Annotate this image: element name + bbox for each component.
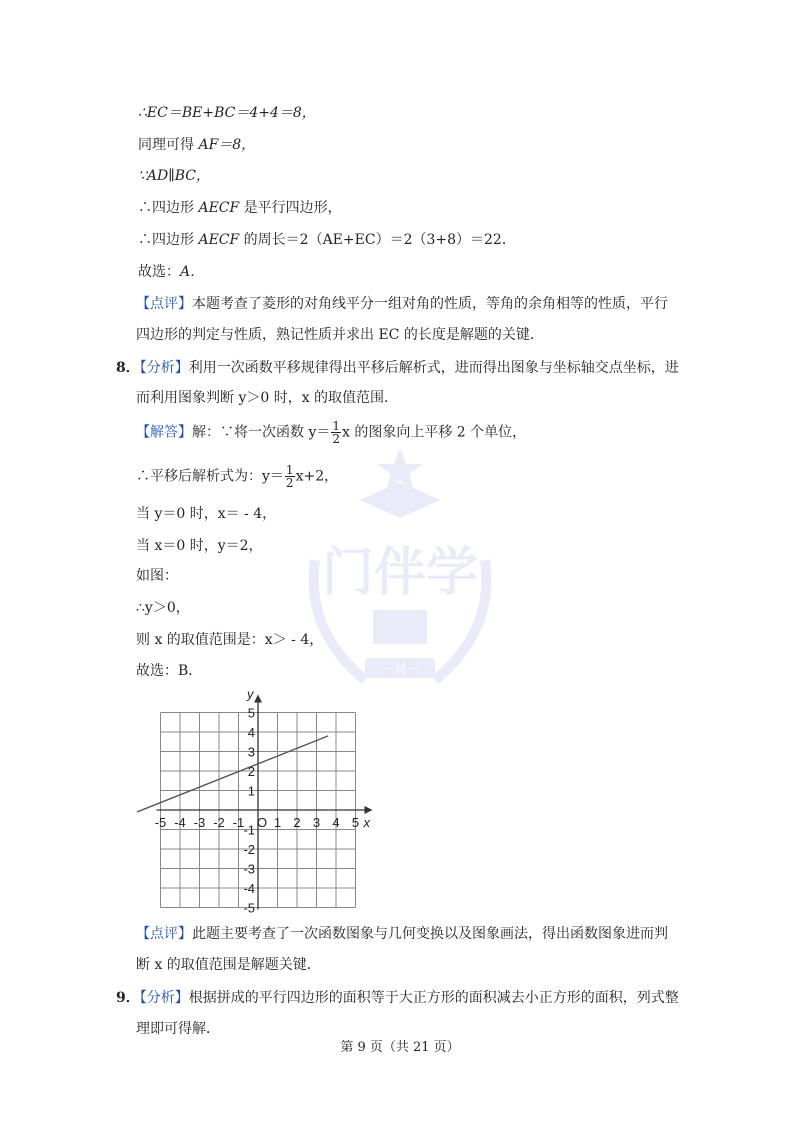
y-tick-label: -2 xyxy=(243,842,255,857)
line-parallelogram: ∴四边形 AECF 是平行四边形， xyxy=(138,200,342,216)
x-tick-label: -3 xyxy=(193,815,206,830)
x-tick-label: O xyxy=(256,815,268,830)
watermark-cap-icon xyxy=(360,482,440,518)
line-perimeter: ∴四边形 AECF 的周长＝2（AE+EC）＝2（3+8）＝22． xyxy=(138,232,516,248)
y-axis-label: y xyxy=(247,686,254,702)
x-tick-label: 1 xyxy=(273,815,282,830)
coordinate-graph xyxy=(135,683,395,915)
x-tick-label: 4 xyxy=(332,815,340,830)
fraction-half: $\frac{1}{2}$ xyxy=(285,463,294,490)
x-tick-label: 3 xyxy=(312,815,321,830)
y-tick-label: -5 xyxy=(243,900,255,915)
x-tick-label: 2 xyxy=(293,815,301,830)
x-tick-label: -1 xyxy=(232,815,245,830)
x-tick-label: -4 xyxy=(174,815,186,830)
q8-solution-line3: 当 y＝0 时，x＝ - 4， xyxy=(136,506,277,522)
y-tick-label: 5 xyxy=(247,705,255,721)
y-tick-label: -1 xyxy=(243,822,255,838)
q8-analysis-line1: 8．【分析】利用一次函数平移规律得出平移后解析式，进而得出图象与坐标轴交点坐标，进 xyxy=(116,360,679,376)
q8-solution-line2: ∴平移后解析式为：y＝ $\frac{1}{2}$ x+2， xyxy=(136,463,339,490)
line-answer-a: 故选：A． xyxy=(138,264,205,280)
comment-tag: 【点评】 xyxy=(136,296,192,312)
q8-analysis-line2: 而利用图象判断 y＞0 时，x 的取值范围． xyxy=(136,390,399,406)
watermark-text: 门伴学 xyxy=(321,543,479,603)
x-axis-arrow-icon xyxy=(365,806,373,814)
q8-solution-line8: 故选：B． xyxy=(136,663,203,679)
y-tick-label: -3 xyxy=(243,861,255,877)
q7-comment-line1: 【点评】本题考查了菱形的对角线平分一组对角的性质，等角的余角相等的性质，平行 xyxy=(136,296,668,312)
line-parallel: ∵AD∥BC， xyxy=(138,168,210,184)
q7-comment-line2: 四边形的判定与性质，熟记性质并求出 EC 的长度是解题的关键． xyxy=(136,327,544,343)
fraction-half: $\frac{1}{2}$ xyxy=(332,419,340,446)
x-tick-label: -5 xyxy=(154,815,167,830)
q8-solution-line6: ∴y＞0， xyxy=(136,600,190,616)
y-tick-label: 2 xyxy=(247,764,255,779)
y-tick-label: -4 xyxy=(243,881,255,896)
y-tick-label: 3 xyxy=(247,744,255,760)
page-footer: 第 9 页（共 21 页） xyxy=(340,1040,460,1055)
q8-comment-line1: 【点评】此题主要考查了一次函数图象与几何变换以及图象画法，得出函数图象进而判 xyxy=(136,926,668,942)
q8-comment-line2: 断 x 的取值范围是解题关键． xyxy=(136,957,321,973)
function-line xyxy=(137,736,328,812)
x-tick-label: -2 xyxy=(213,815,225,830)
line-af: 同理可得 AF＝8， xyxy=(138,137,256,153)
q9-analysis-line2: 理即可得解． xyxy=(136,1021,220,1037)
x-axis-label: x xyxy=(363,815,370,830)
y-tick-label: 1 xyxy=(247,783,255,799)
q8-solution-line5: 如图： xyxy=(136,568,178,584)
y-axis-arrow-icon xyxy=(254,695,262,703)
x-tick-label: 5 xyxy=(351,815,360,830)
q8-solution-line4: 当 x＝0 时，y＝2， xyxy=(136,538,263,554)
q9-analysis-line1: 9．【分析】根据拼成的平行四边形的面积等于大正方形的面积减去小正方形的面积，列式整 xyxy=(116,990,679,1006)
line-ec: ∴EC＝BE+BC＝4+4＝8， xyxy=(138,105,316,121)
q8-solution-line1: 【解答】解：∵将一次函数 y＝ $\frac{1}{2}$ x 的图象向上平移 2 个单位， xyxy=(136,419,527,446)
y-tick-label: 4 xyxy=(247,725,255,740)
q8-solution-line7: 则 x 的取值范围是：x＞ - 4， xyxy=(136,632,324,648)
watermark-badge: 一对一 xyxy=(381,662,419,676)
